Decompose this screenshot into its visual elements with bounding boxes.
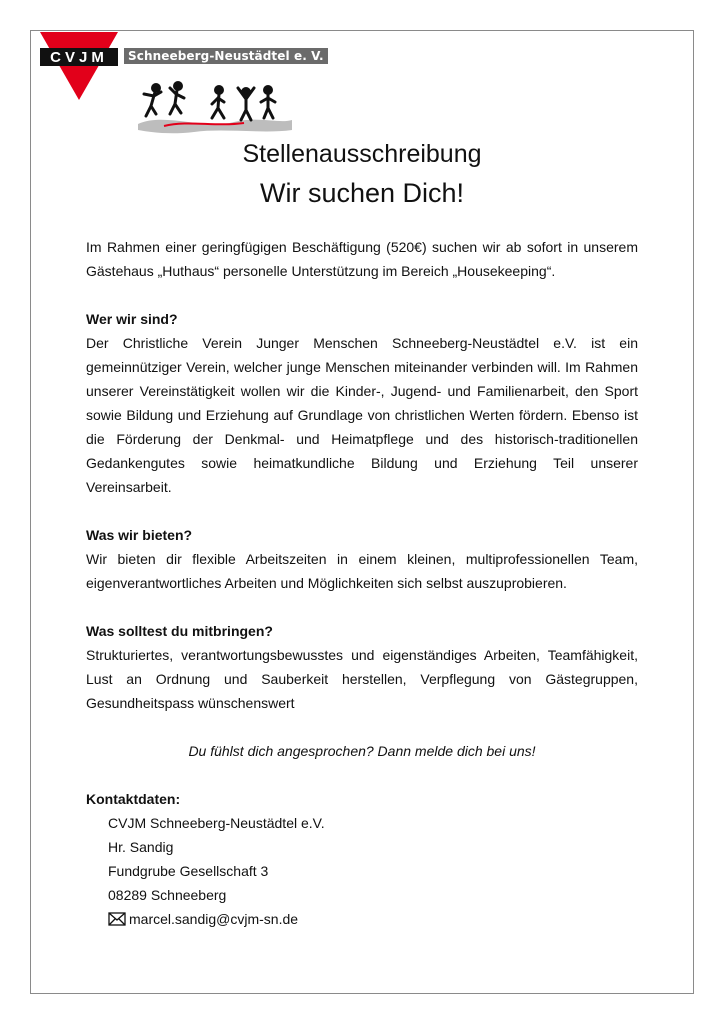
section-body-who-we-are: Der Christliche Verein Junger Menschen Schneeberg-Neustädtel e.V. ist ein gemeinnütziger Verein, welcher junge Menschen miteinander verbinden will. Im Rahmen unserer Vereinstätigkeit wollen wir die Kinder-, Jugend- und Familienarbeit, den Sport sowie Bildung und Erziehung auf Grundlage von christlichen Werten fördern. Ebenso ist die Förderung der Denkmal- und Heimatpflege und des historisch-traditionellen Gedankengutes sowie heimatkundliche Bildung und Erziehung Teil unserer Vereinsarbeit. xyxy=(86,335,638,495)
contact-street: Fundgrube Gesellschaft 3 xyxy=(108,863,269,879)
contact-org: CVJM Schneeberg-Neustädtel e.V. xyxy=(108,815,325,831)
contact-city: 08289 Schneeberg xyxy=(108,887,227,903)
section-body-requirements: Strukturiertes, verantwortungsbewusstes und eigenständiges Arbeiten, Teamfähigkeit, Lust an Ordnung und Sauberkeit herstellen, Verpflegung von Gästegruppen, Gesundheitspass wünschenswert xyxy=(86,647,638,711)
section-heading-who-we-are: Wer wir sind? xyxy=(86,311,178,327)
section-body-what-we-offer: Wir bieten dir flexible Arbeitszeiten in einem kleinen, multiprofessionellen Team, eigenverantwortliches Arbeiten und Möglichkeiten sich selbst auszuprobieren. xyxy=(86,551,638,591)
cvjm-logo-letters: CVJM xyxy=(50,49,108,66)
contact-email[interactable]: marcel.sandig@cvjm-sn.de xyxy=(129,911,299,927)
dancing-figures-illustration xyxy=(134,80,296,136)
job-posting-body xyxy=(86,235,638,931)
contact-person: Hr. Sandig xyxy=(108,839,174,855)
page-subtitle: Wir suchen Dich! xyxy=(259,178,465,208)
cvjm-logo-triangle xyxy=(40,32,118,100)
intro-text: Im Rahmen einer geringfügigen Beschäftigung (520€) suchen wir ab sofort in unserem Gästehaus „Huthaus“ personelle Unterstützung im Bereich „Housekeeping“. xyxy=(86,239,638,279)
contact-details xyxy=(86,811,638,931)
contact-heading: Kontaktdaten: xyxy=(86,791,181,807)
call-to-action: Du fühlst dich angesprochen? Dann melde dich bei uns! xyxy=(188,743,536,759)
page-title: Stellenausschreibung xyxy=(242,140,482,168)
section-heading-requirements: Was solltest du mitbringen? xyxy=(86,623,273,639)
envelope-icon xyxy=(108,912,126,926)
contact-email-row xyxy=(108,907,638,931)
logo-org-name: Schneeberg-Neustädtel e. V. xyxy=(124,48,328,64)
section-heading-what-we-offer: Was wir bieten? xyxy=(86,527,193,543)
